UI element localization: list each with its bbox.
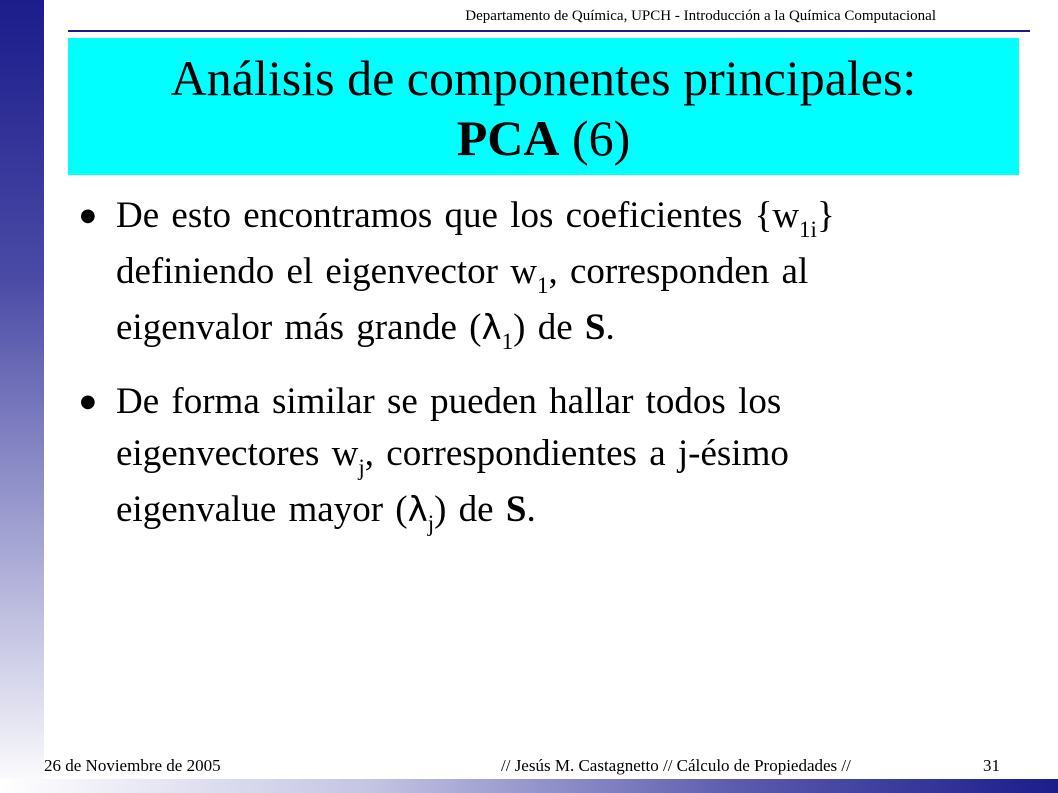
footer-date: 26 de Noviembre de 2005 [44,756,221,775]
lambda-symbol: λ [407,490,428,530]
bullet-2-line-2: eigenvectores $w_j$, correspondientes a j-ésimo [116,433,789,480]
slide-content [80,190,1030,540]
footer-page-number: 31 [983,756,1000,775]
bullet-2-line-1: De forma similar se pueden hallar todos los [116,381,782,422]
footer-author-course: // Jesús M. Castagnetto // Cálculo de Propiedades // [501,756,851,775]
title-pca: PCA [456,110,560,166]
bullet-item-2 [80,376,1030,540]
bullet-2-line-3: eigenvalue mayor $(\lambda_j)$ de S. [116,489,536,536]
bullet-icon: ● [80,205,96,226]
bullet-1-line-3: eigenvalor más grande $(\lambda_1)$ de S. [116,307,615,354]
title-box [68,38,1019,175]
lambda-symbol: λ [481,308,502,348]
title-number: (6) [559,110,631,166]
bullet-1-line-1: De esto encontramos que los coeficientes $\{w_{1i}\}$ [116,195,835,242]
bullet-1-line-2: definiendo el eigenvector $w_1$, corresponden al [116,251,809,298]
title-line-1: Análisis de componentes principales: [170,50,917,106]
side-gradient-bar [0,0,44,793]
bullet-item-1 [80,190,1030,358]
header-divider [68,30,1030,32]
bottom-gradient-bar [0,779,1058,793]
bullet-icon: ● [80,391,96,412]
title-line-2 [68,108,1019,168]
header-department: Departamento de Química, UPCH - Introducción a la Química Computacional [465,8,936,24]
